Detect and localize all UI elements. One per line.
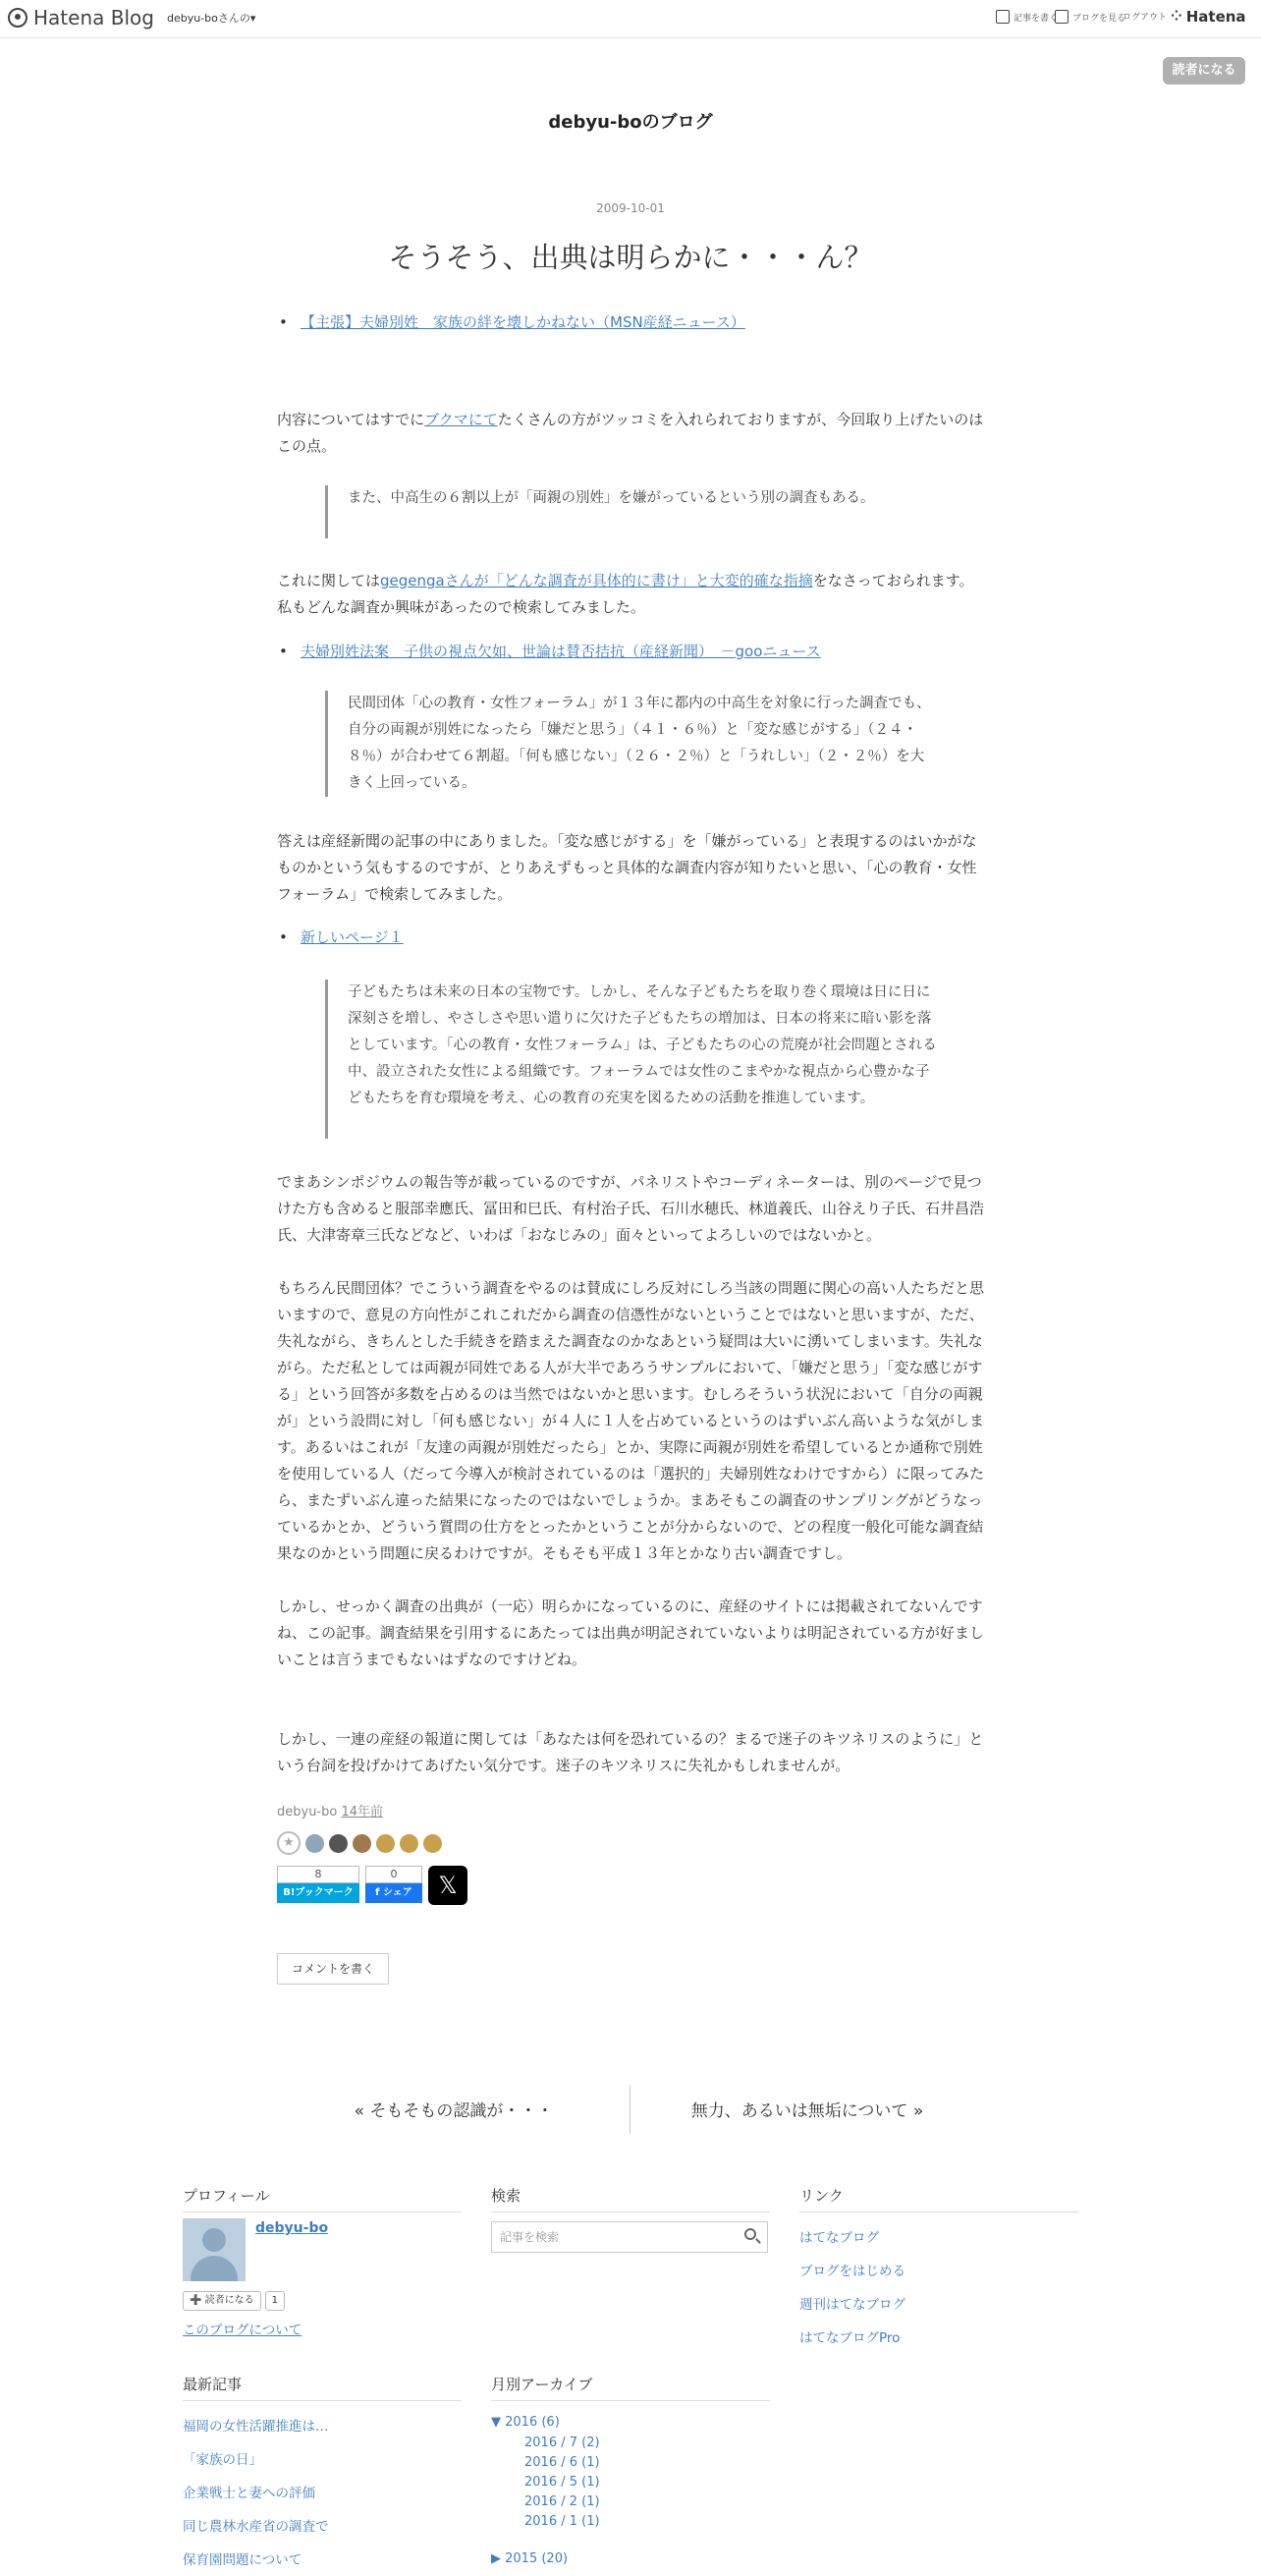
logo-text: Hatena Blog [33, 6, 154, 29]
star-user-avatar[interactable] [400, 1834, 418, 1853]
entry-age-link[interactable]: 14年前 [341, 1805, 384, 1820]
star-user-avatar[interactable] [423, 1834, 442, 1853]
star-user-avatar[interactable] [305, 1834, 324, 1853]
about-blog-link[interactable]: このブログについて [183, 2323, 302, 2338]
blockquote-3: 子どもたちは未来の日本の宝物です。しかし、そんな子どもたちを取り巻く環境は日に日に深刻さを増し、やさしさや思い遣りに欠けた子どもたちの増加は、日本の将来に暗い影を落としています。「心の教育・女性フォーラム」は、子どもたちの心の荒廃が社会問題とされる中、設立された女性による組織です。フォーラムでは女性のこまやかな視点から心豊かな子どもたちを育む環境を考え、心の教育の充実を図るための活動を推進しています。 [325, 980, 937, 1139]
write-comment-button[interactable]: コメントを書く [277, 1953, 389, 1985]
paragraph-5: もちろん民間団体？でこういう調査をやるのは賛成にしろ反対にしろ当該の問題に関心の高い人たちだと思いますので、意見の方向性がこれこれだから調査の信憑性がないということではないと思いますが、ただ、失礼ながら、きちんとした手続きを踏まえた調査なのかなあという疑問は大いに湧いてしまいます。失礼ながら。ただ私としては両親が同姓である人が大半であろうサンプルにおいて、「嫌だと思う」「変な感じがする」という回答が多数を占めるのは当然ではないかと思います。むしろそういう状況において「自分の両親が」という設問に対し「何も感じない」が４人に１人を占めているというのはずいぶん高いような気がします。あるいはこれが「友達の両親が別姓だったら」とか、実際に両親が別姓を希望しているとか通称で別姓を使用している人（だって今導入が検討されているのは「選択的」夫婦別姓なわけですから）に限ってみたら、またずいぶん違った結果になったのではないでしょうか。まあそもこの調査のサンプリングがどうなっているかとか、どういう質問の仕方をとったかということが分からないので、どの程度一般化可能な調査結果なのかという問題に戻るわけですが。そもそも平成１３年とかなり古い調査ですし。 [277, 1279, 985, 1562]
search-module-title: 検索 [491, 2185, 770, 2212]
global-header [0, 0, 1261, 38]
list-item [281, 639, 821, 665]
recent-entry-link[interactable]: 同じ農林水産省の調査で [183, 2519, 329, 2535]
new-page-link[interactable]: 新しいページ１ [301, 928, 404, 946]
gegenga-link[interactable]: gegengaさんが「どんな調査が具体的に書け」と大変的確な指摘 [380, 572, 813, 589]
avatar-head [202, 2228, 226, 2252]
entry-footer-meta [277, 1801, 383, 1820]
subscribe-button[interactable]: 読者になる [1163, 57, 1245, 84]
blockquote-1: また、中高生の６割以上が「両親の別姓」を嫌がっているという別の調査もある。 [325, 485, 937, 538]
list-item [281, 309, 745, 336]
archive-month-link[interactable]: 2016 / 6 (1) [524, 2455, 600, 2470]
logout-link[interactable]: ログアウト [1123, 13, 1168, 23]
author-name[interactable]: debyu-bo [277, 1805, 338, 1820]
profile-subscribe [183, 2291, 285, 2311]
add-star-icon[interactable]: ★ [277, 1831, 301, 1855]
profile-module-title: プロフィール [183, 2185, 462, 2212]
paragraph-2-post: をなさっておられます。私もどんな調査か興味があったので検索してみました。 [277, 572, 974, 616]
next-entry-link[interactable]: 無力、あるいは無垢について » [690, 2101, 924, 2121]
bookmark-count: 8 [277, 1866, 359, 1883]
star-user-avatar[interactable] [353, 1834, 371, 1853]
bookmark-link[interactable]: ブクマにて [424, 411, 498, 428]
recent-entry-link[interactable]: 福岡の女性活躍推進は… [183, 2419, 329, 2435]
msn-sankei-link[interactable]: 【主張】夫婦別姓 家族の絆を壊しかねない（MSN産経ニュース） [301, 313, 745, 331]
list-item [281, 924, 404, 951]
search-icon[interactable] [744, 2228, 756, 2240]
hatena-dots-icon: ⁘ [1171, 9, 1182, 25]
blog-icon [1055, 10, 1069, 24]
recent-entry-link[interactable]: 企業戦士と妻への評価 [183, 2486, 315, 2501]
star-row [277, 1831, 442, 1855]
prev-entry-link[interactable]: « そもそもの認識が・・・ [354, 2101, 554, 2121]
archive-module-title: 月別アーカイブ [491, 2374, 770, 2401]
archive-year-2016[interactable]: ▼ 2016 (6) [491, 2415, 560, 2430]
link-weekly-hatena-blog[interactable]: 週刊はてなブログ [799, 2297, 905, 2313]
paragraph-7: しかし、一連の産経の報道に関しては「あなたは何を恐れているの？まるで迷子のキツネリスのように」という台詞を投げかけてあげたい気分です。迷子のキツネリスに失礼かもしれませんが。 [277, 1730, 984, 1774]
paragraph-1 [277, 407, 984, 460]
hatena-label: Hatena [1185, 8, 1246, 26]
hatena-bookmark-share[interactable] [277, 1866, 359, 1903]
star-user-avatar[interactable] [376, 1834, 395, 1853]
goo-news-link[interactable]: 夫婦別姓法案 子供の視点欠如、世論は賛否拮抗（産経新聞） －gooニュース [301, 643, 821, 660]
star-user-avatar[interactable] [329, 1834, 348, 1853]
user-menu[interactable]: debyu-boさんの▾ [167, 12, 256, 25]
entry-date[interactable]: 2009-10-01 [596, 201, 665, 215]
hatena-logo-icon [8, 8, 27, 28]
facebook-button[interactable]: f シェア [365, 1883, 422, 1903]
profile-avatar[interactable] [183, 2218, 246, 2281]
x-share-button[interactable]: 𝕏 [428, 1866, 467, 1905]
link-hatena-blog[interactable]: はてなブログ [799, 2230, 879, 2246]
paragraph-2 [277, 568, 984, 621]
archive-month-link[interactable]: 2016 / 2 (1) [524, 2494, 600, 2509]
hatena-link[interactable] [1171, 8, 1246, 26]
entry-title[interactable]: そうそう、出典は明らかに・・・ん？ [388, 241, 873, 274]
view-blog-link[interactable] [1055, 10, 1125, 24]
paragraph-2-pre: これに関しては [277, 572, 381, 589]
avatar-body [191, 2256, 238, 2281]
write-entry-label: 記事を書く [1014, 13, 1059, 24]
archive-month-link[interactable]: 2016 / 5 (1) [524, 2475, 600, 2490]
profile-name-link[interactable]: debyu-bo [255, 2220, 329, 2236]
recent-entry-link[interactable]: 保育園問題について [183, 2552, 302, 2568]
archive-month-link[interactable]: 2016 / 1 (1) [524, 2514, 600, 2529]
recent-entries-title: 最新記事 [183, 2374, 462, 2401]
paragraph-3: 答えは産経新聞の記事の中にありました。「変な感じがする」を「嫌がっている」と表現するのはいかがなものかという気もするのですが、とりあえずもっと具体的な調査内容が知りたいと思い、「心の教育・女性フォーラム」で検索してみました。 [277, 832, 977, 903]
view-blog-label: ブログを見る [1072, 13, 1126, 24]
search-input[interactable]: 記事を検索 [491, 2221, 768, 2253]
paragraph-1-post: たくさんの方がツッコミを入れられておりますが、今回取り上げたいのはこの点。 [277, 411, 984, 455]
paragraph-6: しかし、せっかく調査の出典が（一応）明らかになっているのに、産経のサイトには掲載されてないんですね、この記事。調査結果を引用するにあたっては出典が明記されていないよりは明記されている方が好ましいことは言うまでもないはずなのですけどね。 [277, 1597, 985, 1668]
archive-year-2015[interactable]: ▶ 2015 (20) [491, 2551, 569, 2566]
archive-month-link[interactable]: 2016 / 7 (2) [524, 2436, 600, 2450]
profile-subscribe-button[interactable]: ➕ 読者になる [183, 2291, 261, 2311]
blog-title[interactable]: debyu-boのブログ [548, 112, 713, 133]
facebook-share[interactable] [365, 1866, 422, 1903]
hatena-blog-logo[interactable] [8, 6, 154, 29]
bookmark-button[interactable]: B!ブックマーク [277, 1883, 359, 1903]
facebook-count: 0 [365, 1866, 422, 1883]
paragraph-1-pre: 内容についてはすでに [277, 411, 425, 428]
link-hatena-blog-pro[interactable]: はてなブログPro [799, 2330, 901, 2346]
links-module-title: リンク [799, 2185, 1078, 2212]
write-entry-link[interactable] [996, 10, 1058, 24]
recent-entry-link[interactable]: 「家族の日」 [183, 2452, 262, 2468]
subscriber-count: 1 [265, 2291, 285, 2311]
link-start-blog[interactable]: ブログをはじめる [799, 2264, 905, 2279]
blockquote-2: 民間団体「心の教育・女性フォーラム」が１３年に都内の中高生を対象に行った調査でも、自分の両親が別姓になったら「嫌だと思う」（４１・６％）と「変な感じがする」（２４・８％）が合わせて６割超。「何も感じない」（２６・２％）と「うれしい」（２・２％）を大きく上回っている。 [325, 691, 937, 797]
pencil-icon [996, 10, 1010, 24]
paragraph-4: でまあシンポジウムの報告等が載っているのですが、パネリストやコーディネーターは、別のページで見つけた方も含めると服部幸應氏、冨田和巳氏、有村治子氏、石川水穂氏、林道義氏、山谷えり子氏、石井昌浩氏、大津寄章三氏などなど、いわば「おなじみの」面々といってよろしいのではないかと。 [277, 1173, 985, 1244]
